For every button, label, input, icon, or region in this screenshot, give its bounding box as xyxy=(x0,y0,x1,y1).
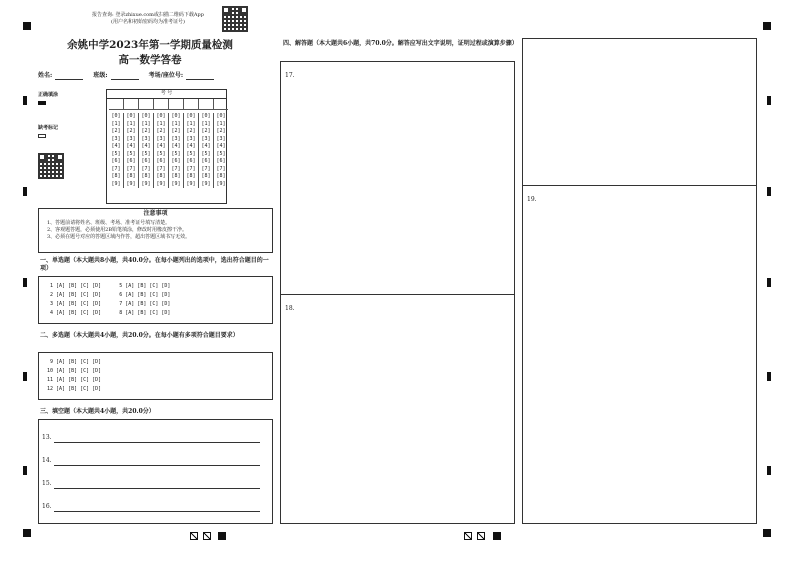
exam-number-digit[interactable]: [5] xyxy=(111,150,121,157)
exam-number-digit[interactable]: [8] xyxy=(141,173,151,179)
exam-number-digit[interactable]: [2] xyxy=(111,128,121,134)
exam-number-digit[interactable]: [4] xyxy=(156,143,166,149)
bottom-mark-slash-3 xyxy=(464,532,472,540)
exam-number-digit[interactable]: [1] xyxy=(126,120,136,127)
exam-number-digit[interactable]: [3] xyxy=(141,135,151,142)
exam-number-digit[interactable]: [3] xyxy=(201,135,211,142)
exam-number-digit[interactable]: [9] xyxy=(156,180,166,187)
exam-number-column[interactable] xyxy=(124,113,139,188)
section2-row-4[interactable]: 12 [A] [B] [C] [D] xyxy=(47,386,102,392)
exam-number-digit[interactable]: [4] xyxy=(111,143,121,149)
exam-number-digit[interactable]: [4] xyxy=(126,143,136,149)
exam-number-digit[interactable]: [5] xyxy=(126,150,136,157)
q17-label: 17. xyxy=(285,72,295,79)
exam-number-digit[interactable]: [3] xyxy=(216,135,226,142)
edge-mark-left-3 xyxy=(23,278,27,287)
edge-mark-right-1 xyxy=(767,96,771,105)
blank-13-line[interactable] xyxy=(54,442,260,443)
exam-number-digit[interactable]: [1] xyxy=(186,120,196,127)
exam-number-entry-cell[interactable] xyxy=(214,99,228,110)
exam-number-digit[interactable]: [6] xyxy=(216,158,226,164)
exam-number-digit[interactable]: [8] xyxy=(126,173,136,179)
section2-row-1[interactable]: 9 [A] [B] [C] [D] xyxy=(47,359,102,365)
exam-number-digit[interactable]: [1] xyxy=(201,120,211,127)
exam-number-digit[interactable]: [4] xyxy=(141,143,151,149)
exam-number-column[interactable] xyxy=(154,113,169,188)
edge-mark-right-3 xyxy=(767,278,771,287)
exam-number-digit[interactable]: [9] xyxy=(216,180,226,187)
exam-number-digit[interactable]: [3] xyxy=(186,135,196,142)
exam-number-digit[interactable]: [5] xyxy=(141,150,151,157)
exam-number-entry-cell[interactable] xyxy=(169,99,184,110)
bottom-mark-solid-2 xyxy=(493,532,501,540)
exam-number-digit[interactable]: [7] xyxy=(171,165,181,172)
blank-15-line[interactable] xyxy=(54,488,260,489)
notes-item-1: 1、答题前请将姓名、班级、考场、准考证号填写清楚。 xyxy=(47,220,171,226)
exam-number-digit[interactable]: [9] xyxy=(201,180,211,187)
exam-number-digit[interactable]: [9] xyxy=(171,180,181,187)
exam-number-digit[interactable]: [9] xyxy=(111,180,121,187)
exam-number-digit[interactable]: [7] xyxy=(186,165,196,172)
notes-item-2: 2、客观题答题，必须使用2B铅笔填涂，修改时用橡皮擦干净。 xyxy=(47,227,188,233)
class-field[interactable] xyxy=(111,72,139,80)
exam-number-digit[interactable]: [4] xyxy=(201,143,211,149)
exam-number-digit[interactable]: [7] xyxy=(126,165,136,172)
exam-number-digit[interactable]: [7] xyxy=(156,165,166,172)
exam-number-entry-cell[interactable] xyxy=(124,99,139,110)
answer-area-17[interactable] xyxy=(280,61,515,295)
exam-number-column[interactable] xyxy=(199,113,214,188)
exam-number-column[interactable] xyxy=(184,113,199,188)
exam-number-entry-cell[interactable] xyxy=(139,99,154,110)
exam-number-digit[interactable]: [8] xyxy=(186,173,196,179)
exam-subtitle: 高一数学答卷 xyxy=(118,54,182,66)
exam-number-digit[interactable]: [6] xyxy=(186,158,196,164)
report-query-line2: (用户名和初始密码均为准考证号) xyxy=(111,19,185,25)
bottom-mark-solid-1 xyxy=(218,532,226,540)
exam-number-digit[interactable]: [1] xyxy=(111,120,121,127)
section2-row-2[interactable]: 10 [A] [B] [C] [D] xyxy=(47,368,102,374)
blank-16-label: 16. xyxy=(42,503,52,510)
answer-area-19[interactable] xyxy=(522,185,757,524)
exam-number-digit[interactable]: [1] xyxy=(141,120,151,127)
section2-title: 二、多选题（本大题共4小题，共20.0分。在每小题有多项符合题目要求） xyxy=(40,332,239,339)
name-field[interactable] xyxy=(55,72,83,80)
exam-number-digit[interactable]: [9] xyxy=(141,180,151,187)
edge-mark-right-5 xyxy=(767,466,771,475)
section3-answer-box[interactable] xyxy=(38,419,273,524)
bottom-mark-slash-4 xyxy=(477,532,485,540)
exam-number-entry-cell[interactable] xyxy=(184,99,199,110)
section2-row-3[interactable]: 11 [A] [B] [C] [D] xyxy=(47,377,102,383)
class-label: 班级: xyxy=(93,72,108,79)
exam-number-digit[interactable]: [2] xyxy=(156,128,166,134)
edge-mark-left-2 xyxy=(23,187,27,196)
exam-number-digit[interactable]: [1] xyxy=(216,120,226,127)
exam-number-column[interactable] xyxy=(214,113,228,188)
exam-number-digit[interactable]: [4] xyxy=(186,143,196,149)
exam-number-digit[interactable]: [0] xyxy=(141,113,151,119)
edge-mark-left-5 xyxy=(23,466,27,475)
exam-number-digit[interactable]: [0] xyxy=(156,113,166,119)
blank-14-label: 14. xyxy=(42,457,52,464)
exam-number-digit[interactable]: [7] xyxy=(141,165,151,172)
section1-answer-box[interactable] xyxy=(38,276,273,324)
section3-title: 三、填空题（本大题共4小题，共20.0分） xyxy=(40,408,155,415)
exam-number-digit[interactable]: [1] xyxy=(171,120,181,127)
exam-number-digit[interactable]: [3] xyxy=(171,135,181,142)
correct-fill-label: 正确填涂 xyxy=(38,92,59,98)
exam-number-digit[interactable]: [8] xyxy=(201,173,211,179)
exam-number-digit[interactable]: [1] xyxy=(156,120,166,127)
corner-mark-bottom-right xyxy=(763,529,771,537)
exam-number-digit[interactable]: [2] xyxy=(186,128,196,134)
blank-15-label: 15. xyxy=(42,480,52,487)
qr-code-student xyxy=(38,153,64,179)
q19-label: 19. xyxy=(527,196,537,203)
exam-number-column[interactable] xyxy=(169,113,184,188)
edge-mark-left-1 xyxy=(23,96,27,105)
section1-row-2[interactable]: 2 [A] [B] [C] [D] 6 [A] [B] [C] [D] xyxy=(47,292,171,298)
exam-number-digit[interactable]: [8] xyxy=(156,173,166,179)
exam-number-column[interactable] xyxy=(139,113,154,188)
corner-mark-bottom-left xyxy=(23,529,31,537)
report-query-text xyxy=(78,12,218,26)
exam-number-digit[interactable]: [4] xyxy=(216,143,226,149)
section1-row-3[interactable]: 3 [A] [B] [C] [D] 7 [A] [B] [C] [D] xyxy=(47,301,171,307)
exam-number-digit[interactable]: [2] xyxy=(201,128,211,134)
notes-box xyxy=(38,208,273,253)
exam-number-column[interactable] xyxy=(109,113,124,188)
exam-number-digit[interactable]: [8] xyxy=(171,173,181,179)
exam-number-digit[interactable]: [6] xyxy=(111,158,121,164)
answer-area-continuation[interactable] xyxy=(522,38,757,186)
exam-number-digit[interactable]: [0] xyxy=(201,113,211,119)
exam-number-digit[interactable]: [8] xyxy=(111,173,121,179)
correct-fill-sample xyxy=(38,101,46,105)
exam-number-digit[interactable]: [3] xyxy=(111,135,121,142)
exam-number-entry-cell[interactable] xyxy=(154,99,169,110)
section1-row-4[interactable]: 4 [A] [B] [C] [D] 8 [A] [B] [C] [D] xyxy=(47,310,171,316)
exam-number-digit[interactable]: [5] xyxy=(216,150,226,157)
q18-label: 18. xyxy=(285,305,295,312)
exam-number-digit[interactable]: [0] xyxy=(216,113,226,119)
exam-number-grid xyxy=(106,89,227,204)
report-query-line1: 报告查询: 登录zhixue.com或扫描二维码下载App xyxy=(92,12,204,18)
student-info-row xyxy=(38,72,278,80)
exam-number-digit[interactable]: [6] xyxy=(201,158,211,164)
edge-mark-right-2 xyxy=(767,187,771,196)
exam-number-digit[interactable]: [5] xyxy=(186,150,196,157)
exam-number-digit[interactable]: [2] xyxy=(126,128,136,134)
section4-title: 四、解答题（本大题共6小题，共70.0分。解答应写出文字说明，证明过程或演算步骤） xyxy=(283,40,518,47)
exam-number-digit[interactable]: [9] xyxy=(126,180,136,187)
exam-number-digit[interactable]: [5] xyxy=(156,150,166,157)
exam-number-digit[interactable]: [7] xyxy=(111,165,121,172)
exam-number-digit[interactable]: [0] xyxy=(111,113,121,119)
exam-number-digit[interactable]: [7] xyxy=(216,165,226,172)
missing-mark-box[interactable] xyxy=(38,134,46,138)
blank-16-line[interactable] xyxy=(54,511,260,512)
bottom-mark-slash-2 xyxy=(203,532,211,540)
exam-number-digit[interactable]: [3] xyxy=(126,135,136,142)
exam-number-digit[interactable]: [6] xyxy=(126,158,136,164)
bottom-mark-slash-1 xyxy=(190,532,198,540)
seat-label: 考场/座位号: xyxy=(148,72,184,79)
missing-mark-label: 缺考标记 xyxy=(38,125,59,131)
blank-13-label: 13. xyxy=(42,434,52,441)
exam-number-digit[interactable]: [0] xyxy=(171,113,181,119)
notes-item-3: 3、必须在题号对应的答题区域内作答，超出答题区域书写无效。 xyxy=(47,234,191,240)
exam-number-entry-cell[interactable] xyxy=(109,99,124,110)
edge-mark-right-4 xyxy=(767,372,771,381)
qr-code-top xyxy=(222,6,248,32)
exam-number-digit[interactable]: [6] xyxy=(171,158,181,164)
exam-number-entry-cell[interactable] xyxy=(199,99,214,110)
edge-mark-left-4 xyxy=(23,372,27,381)
exam-number-digit[interactable]: [5] xyxy=(201,150,211,157)
exam-number-digit[interactable]: [0] xyxy=(186,113,196,119)
exam-number-digit[interactable]: [0] xyxy=(126,113,136,119)
exam-number-digit[interactable]: [8] xyxy=(216,173,226,179)
exam-number-digit[interactable]: [4] xyxy=(171,143,181,149)
exam-number-header: 考 号 xyxy=(107,90,226,99)
name-label: 姓名: xyxy=(38,72,53,79)
blank-14-line[interactable] xyxy=(54,465,260,466)
exam-number-columns xyxy=(107,99,226,203)
exam-number-digit[interactable]: [6] xyxy=(141,158,151,164)
seat-field[interactable] xyxy=(186,72,214,80)
exam-title: 余姚中学2023年第一学期质量检测 xyxy=(67,39,233,51)
exam-number-digit[interactable]: [2] xyxy=(171,128,181,134)
answer-area-18[interactable] xyxy=(280,294,515,524)
exam-number-digit[interactable]: [2] xyxy=(141,128,151,134)
corner-mark-top-right xyxy=(763,22,771,30)
exam-number-digit[interactable]: [5] xyxy=(171,150,181,157)
corner-mark-top-left xyxy=(23,22,31,30)
exam-number-digit[interactable]: [7] xyxy=(201,165,211,172)
section1-row-1[interactable]: 1 [A] [B] [C] [D] 5 [A] [B] [C] [D] xyxy=(47,283,171,289)
exam-number-digit[interactable]: [2] xyxy=(216,128,226,134)
notes-title: 注意事项 xyxy=(143,210,168,217)
exam-number-digit[interactable]: [6] xyxy=(156,158,166,164)
exam-number-digit[interactable]: [9] xyxy=(186,180,196,187)
exam-number-digit[interactable]: [3] xyxy=(156,135,166,142)
section1-title: 一、单选题（本大题共8小题，共40.0分。在每小题列出的选项中，选出符合题目的一项） xyxy=(40,257,269,272)
section2-answer-box[interactable] xyxy=(38,352,273,400)
